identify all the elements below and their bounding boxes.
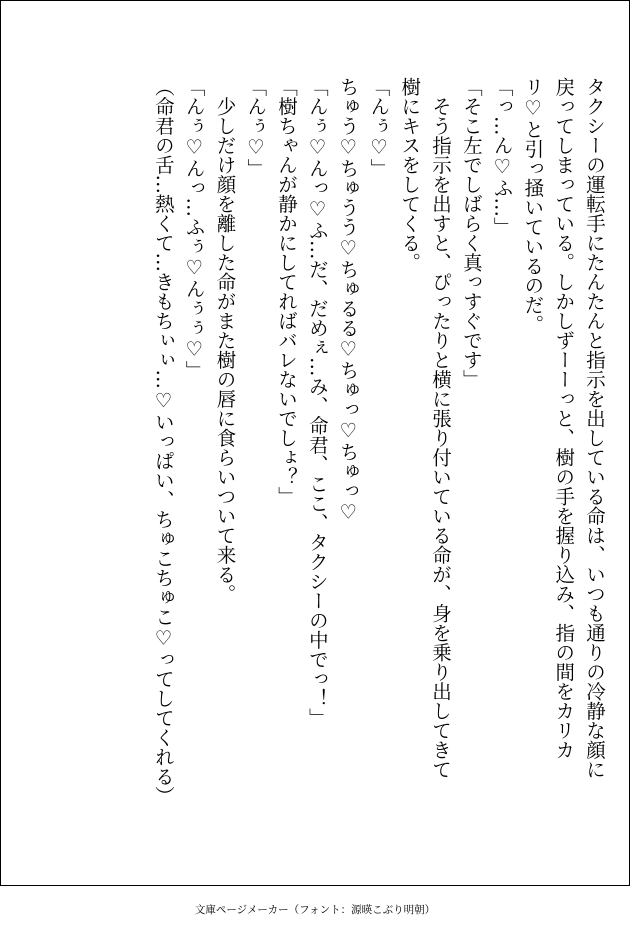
vertical-text-body (147, 77, 609, 817)
text-line-6: そう指示を出すと、ぴったりと横に張り付いている命が、身を乗り出してきて (429, 77, 453, 779)
text-line-2: 戻ってしまっている。しかしずーーっと、樹の手を握り込み、指の間をカリカ (552, 77, 576, 760)
text-line-10: 「んぅ♡んっ♡ふ…だ、だめぇ…み、命君、ここ、タクシーの中でっ！」 (305, 77, 329, 728)
footer-credit: 文庫ページメーカー（フォント：源暎こぶり明朝） (194, 904, 436, 916)
text-line-13: 少しだけ顔を離した命がまた樹の唇に食らいついて来る。 (213, 77, 237, 604)
text-line-3: リ♡と引っ掻いているのだ。 (521, 77, 545, 334)
text-line-5: 「そこ左でしばらく真っすぐです」 (459, 77, 483, 389)
text-line-1: タクシーの運転手にたんたんと指示を出している命は、いつも通りの冷静な顔に (583, 77, 606, 779)
text-line-8: 「んぅ♡」 (367, 77, 391, 178)
text-line-11: 「樹ちゃんが静かにしてればバレないでしょ？」 (275, 77, 299, 506)
text-line-14: 「んぅ♡んっ…ふぅ♡んぅぅ♡」 (182, 77, 206, 380)
text-line-15: （命君の舌…熱くて…きもちぃぃ…♡いっぱい、ちゅこちゅこ♡ってしてくれる） (151, 77, 175, 806)
text-line-7: 樹にキスをしてくる。 (398, 77, 422, 272)
text-line-12: 「んぅ♡」 (244, 77, 268, 178)
text-line-9: ちゅう♡ちゅうう♡ちゅるる♡ちゅっ♡ちゅっ♡ (336, 77, 360, 524)
text-line-4: 「っ…ん♡ふ…」 (490, 77, 514, 237)
